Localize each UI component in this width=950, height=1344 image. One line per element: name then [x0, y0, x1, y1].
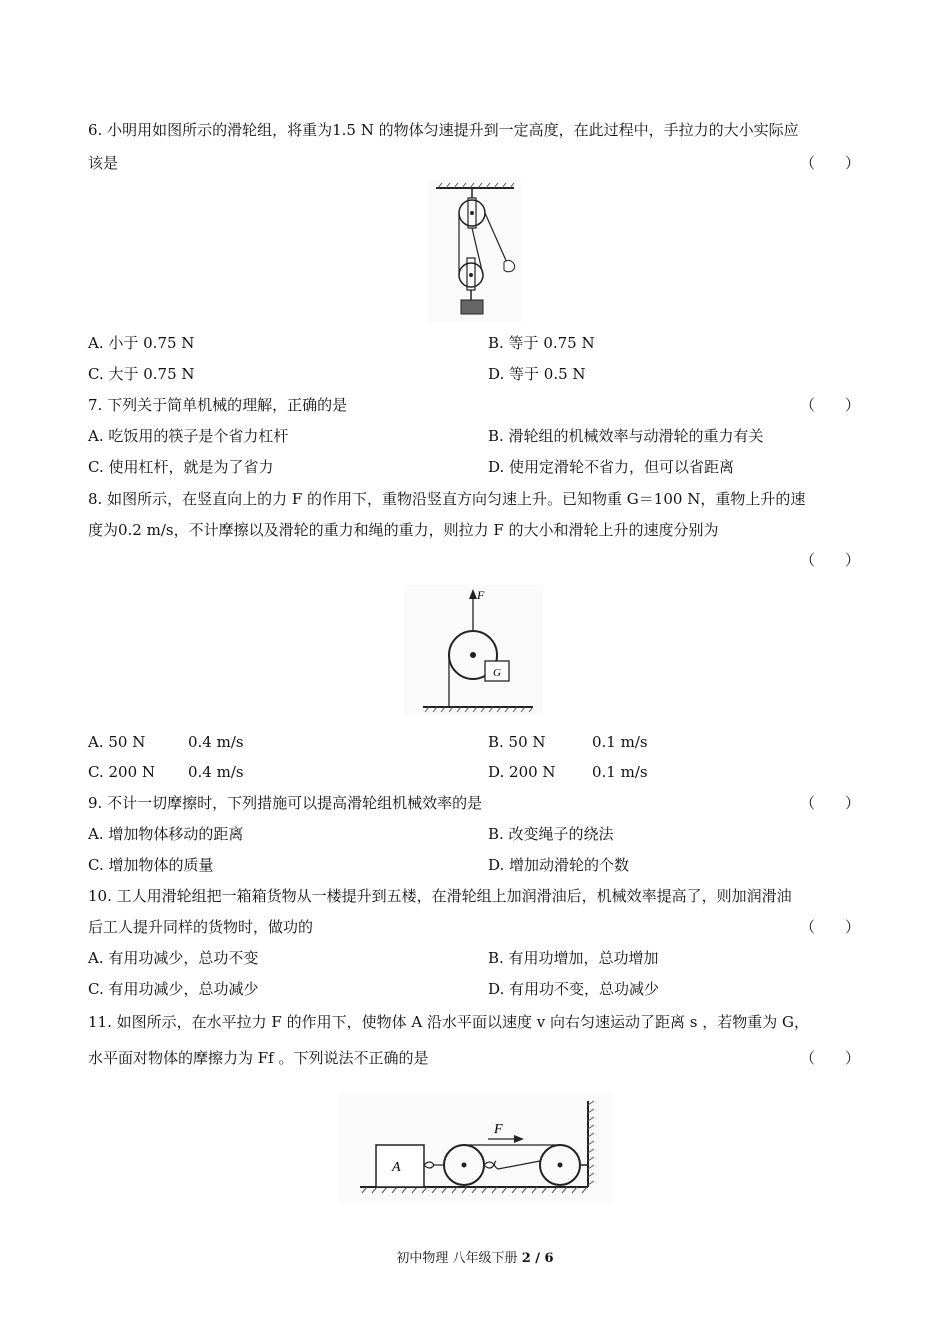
q10-option-a: A. 有用功减少，总功不变: [88, 949, 259, 967]
q11-block-label: A: [392, 1160, 401, 1175]
q10-option-c: C. 有用功减少，总功减少: [88, 980, 259, 998]
q6-line-2: 该是: [88, 154, 119, 172]
q8-force-label: F: [477, 588, 485, 602]
q9-line-1: 9. 不计一切摩擦时，下列措施可以提高滑轮组机械效率的是: [88, 794, 483, 812]
q7-answer-paren: （ ）: [800, 396, 861, 414]
q10-line-2: 后工人提升同样的货物时，做功的: [88, 918, 314, 936]
q6-line-1: 6. 小明用如图所示的滑轮组，将重为1.5 N 的物体匀速提升到一定高度，在此过程中，手拉力的大小实际应: [88, 121, 799, 139]
q8-line-1: 8. 如图所示，在竖直向上的力 F 的作用下，重物沿竖直方向匀速上升。已知物重 G＝100 N，重物上升的速: [88, 490, 806, 508]
q9-option-b: B. 改变绳子的绕法: [488, 825, 614, 843]
q8-line-2: 度为0.2 m/s，不计摩擦以及滑轮的重力和绳的重力，则拉力 F 的大小和滑轮上升的速度分别为: [88, 521, 719, 539]
q7-option-a: A. 吃饭用的筷子是个省力杠杆: [88, 427, 289, 445]
q9-option-a: A. 增加物体移动的距离: [88, 825, 244, 843]
q8-option-d: D. 200 N 0.1 m/s: [488, 763, 648, 781]
q11-line-1: 11. 如图所示，在水平拉力 F 的作用下，使物体 A 沿水平面以速度 v 向右匀速运动了距离 s ，若物重为 G，: [88, 1013, 809, 1031]
q7-option-b: B. 滑轮组的机械效率与动滑轮的重力有关: [488, 427, 764, 445]
q8-pulley-figure: [405, 585, 543, 715]
q6-option-b: B. 等于 0.75 N: [488, 334, 595, 352]
q10-option-b: B. 有用功增加，总功增加: [488, 949, 659, 967]
q6-answer-paren: （ ）: [800, 154, 861, 172]
q8-option-b: B. 50 N 0.1 m/s: [488, 733, 648, 751]
q9-answer-paren: （ ）: [800, 794, 861, 812]
q6-option-c: C. 大于 0.75 N: [88, 365, 195, 383]
q11-pulley-figure: [338, 1093, 613, 1203]
page-number: 2 / 6: [521, 1251, 554, 1266]
q8-option-a: A. 50 N 0.4 m/s: [88, 733, 244, 751]
q9-option-d: D. 增加动滑轮的个数: [488, 856, 630, 874]
q10-option-d: D. 有用功不变，总功减少: [488, 980, 660, 998]
q7-line-1: 7. 下列关于简单机械的理解，正确的是: [88, 396, 348, 414]
q9-option-c: C. 增加物体的质量: [88, 856, 214, 874]
q11-line-2: 水平面对物体的摩擦力为 Ff 。下列说法不正确的是: [88, 1049, 429, 1067]
q8-weight-label: G: [493, 667, 501, 679]
page-footer: 初中物理 八年级下册 2 / 6: [396, 1251, 554, 1266]
q6-option-d: D. 等于 0.5 N: [488, 365, 586, 383]
q10-line-1: 10. 工人用滑轮组把一箱箱货物从一楼提升到五楼，在滑轮组上加润滑油后，机械效率提高了，则加润滑油: [88, 887, 792, 905]
q11-answer-paren: （ ）: [800, 1049, 861, 1067]
q7-option-d: D. 使用定滑轮不省力，但可以省距离: [488, 458, 735, 476]
q11-force-label: F: [494, 1122, 503, 1137]
q6-option-a: A. 小于 0.75 N: [88, 334, 195, 352]
q6-pulley-figure: [428, 180, 522, 322]
q7-option-c: C. 使用杠杆，就是为了省力: [88, 458, 274, 476]
q10-answer-paren: （ ）: [800, 918, 861, 936]
q8-answer-paren: （ ）: [800, 551, 861, 569]
q8-option-c: C. 200 N 0.4 m/s: [88, 763, 244, 781]
